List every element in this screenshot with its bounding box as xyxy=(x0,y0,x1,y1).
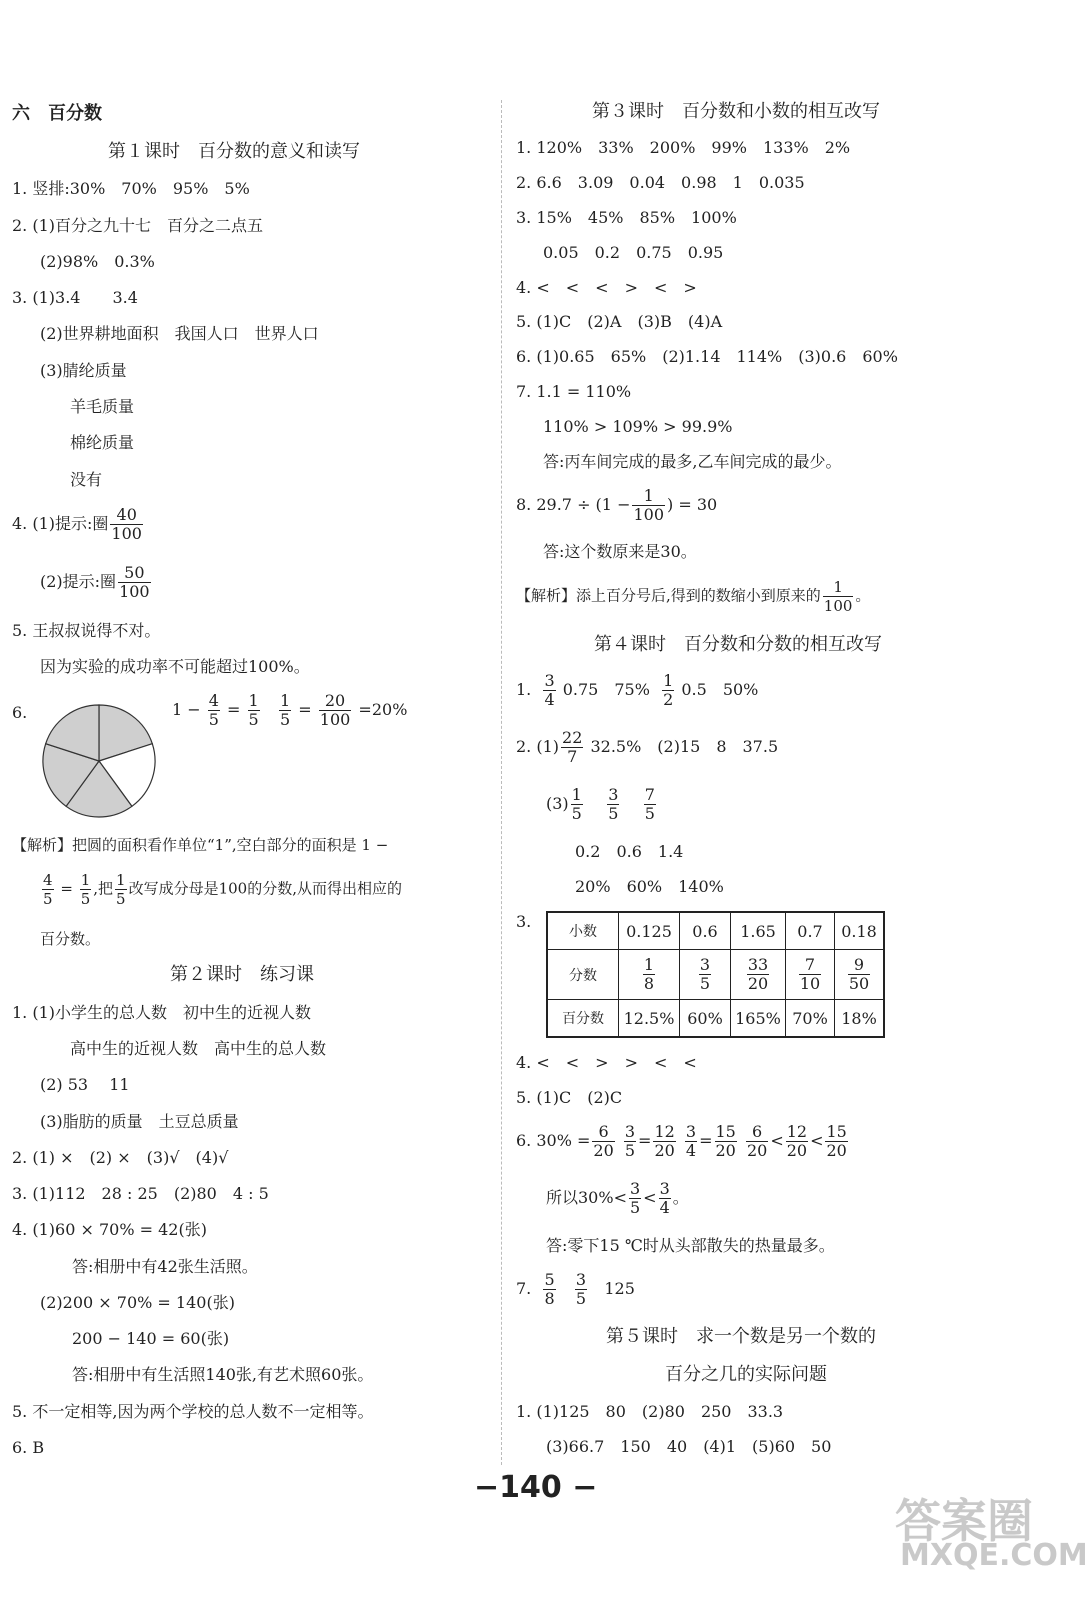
label: (3) xyxy=(546,794,569,813)
denominator: 5 xyxy=(80,890,91,908)
denominator: 20 xyxy=(747,974,769,993)
l1-q5b: 因为实验的成功率不可能超过100%。 xyxy=(40,657,310,676)
numerator: 1 xyxy=(280,691,291,710)
l3-q5: 5. (1)C (2)A (3)B (4)A xyxy=(516,312,723,331)
fraction xyxy=(571,786,583,823)
l4-q6b xyxy=(546,1180,689,1217)
text: 6. 30% = xyxy=(516,1131,591,1150)
l4-q4: 4. < < > > < < xyxy=(516,1053,697,1072)
text: 0.5 50% xyxy=(681,680,759,699)
fraction xyxy=(118,564,151,601)
denominator: 5 xyxy=(624,1141,636,1160)
numerator: 7 xyxy=(799,956,821,975)
fraction xyxy=(319,692,352,729)
l2-q5: 5. 不一定相等,因为两个学校的总人数不一定相等。 xyxy=(12,1402,374,1421)
l3-q4: 4. < < < > < > xyxy=(516,278,697,297)
table-cell: 18% xyxy=(835,1000,885,1038)
numerator: 40 xyxy=(110,506,143,525)
denominator: 5 xyxy=(575,1289,587,1308)
fraction xyxy=(80,871,92,908)
table-cell xyxy=(731,950,786,1000)
fraction xyxy=(208,692,220,729)
numerator: 3 xyxy=(659,1179,670,1198)
denominator: 5 xyxy=(116,890,126,908)
table-cell xyxy=(835,950,885,1000)
table-cell: 1.65 xyxy=(731,912,786,950)
l2-q1c: (2) 53 11 xyxy=(40,1075,130,1094)
l2-q4c: (2)200 × 70% = 140(张) xyxy=(40,1293,235,1312)
fraction xyxy=(685,1123,697,1160)
l1-q3c: (3)腈纶质量 xyxy=(40,361,127,380)
l5-q1b: (3)66.7 150 40 (4)1 (5)60 50 xyxy=(546,1437,832,1456)
l1-q4a xyxy=(12,506,145,543)
l2-q1b: 高中生的近视人数 高中生的总人数 xyxy=(70,1039,327,1058)
denominator: 7 xyxy=(567,747,578,766)
text: ,把 xyxy=(93,879,114,898)
numerator: 3 xyxy=(608,785,619,804)
numerator: 9 xyxy=(848,956,870,975)
text: = xyxy=(60,879,73,898)
table-cell: 0.125 xyxy=(619,912,680,950)
denominator: 5 xyxy=(629,1198,641,1217)
numerator: 7 xyxy=(644,785,655,804)
fraction xyxy=(799,956,821,993)
l3-q7b: 110% > 109% > 99.9% xyxy=(543,417,733,436)
l2-q4e: 答:相册中有生活照140张,有艺术照60张。 xyxy=(72,1365,374,1384)
numerator: 1 xyxy=(823,578,854,597)
l2-q2: 2. (1) × (2) × (3)√ (4)√ xyxy=(12,1148,229,1167)
l1-analysis-3: 百分数。 xyxy=(40,930,101,948)
denominator: 2 xyxy=(663,690,674,709)
denominator: 4 xyxy=(659,1198,670,1217)
l3-q8c: 答:这个数原来是30。 xyxy=(543,542,697,561)
text: 改写成分母是100的分数,从而得出相应的 xyxy=(128,879,402,898)
fraction xyxy=(629,1180,641,1217)
l2-q4d: 200 − 140 = 60(张) xyxy=(72,1329,230,1348)
denominator: 20 xyxy=(715,1141,736,1160)
numerator: 1 xyxy=(643,955,655,974)
text: = xyxy=(699,1131,713,1150)
fraction xyxy=(110,506,143,543)
denominator: 20 xyxy=(786,1141,808,1160)
fraction xyxy=(715,1123,737,1160)
table-cell xyxy=(786,950,835,1000)
l1-q2a: 2. (1)百分之九十七 百分之二点五 xyxy=(12,216,264,235)
numerator: 6 xyxy=(746,1123,768,1142)
l4-q7 xyxy=(516,1271,635,1308)
table-cell: 0.18 xyxy=(835,912,885,950)
numerator: 3 xyxy=(544,671,555,690)
l2-q3: 3. (1)112 28 : 25 (2)80 4 : 5 xyxy=(12,1184,269,1203)
text: 1 − xyxy=(172,700,201,719)
fraction xyxy=(848,956,870,993)
l4-q6 xyxy=(516,1123,850,1160)
l3-q3a: 3. 15% 45% 85% 100% xyxy=(516,208,737,227)
fraction xyxy=(653,1123,675,1160)
text: < xyxy=(770,1131,784,1150)
l1-analysis-2 xyxy=(40,871,402,908)
l3-q8 xyxy=(516,487,717,524)
numerator: 3 xyxy=(629,1179,641,1198)
l5-q1a: 1. (1)125 80 (2)80 250 33.3 xyxy=(516,1402,784,1421)
fraction xyxy=(746,1123,768,1160)
denominator: 100 xyxy=(633,505,665,524)
text: < xyxy=(810,1131,824,1150)
fraction xyxy=(823,578,854,615)
fraction xyxy=(786,1123,808,1160)
l1-q3d: 羊毛质量 xyxy=(70,397,135,416)
pie-figure xyxy=(41,703,157,819)
denominator: 8 xyxy=(643,974,655,993)
numerator: 12 xyxy=(786,1122,808,1141)
denominator: 100 xyxy=(111,524,142,543)
numerator: 6 xyxy=(592,1123,614,1142)
table-cell: 12.5% xyxy=(619,1000,680,1038)
table-cell: 0.7 xyxy=(786,912,835,950)
lesson5-title-2: 百分之几的实际问题 xyxy=(665,1364,827,1385)
l3-q7a: 7. 1.1 = 110% xyxy=(516,382,632,401)
denominator: 5 xyxy=(208,710,219,729)
label: 1. xyxy=(516,680,532,699)
table-row xyxy=(547,1000,884,1038)
numerator: 1 xyxy=(632,487,665,506)
l1-analysis-1: 【解析】把圆的面积看作单位“1”,空白部分的面积是 1 − xyxy=(12,836,389,854)
l3-q3b: 0.05 0.2 0.75 0.95 xyxy=(543,243,724,262)
l2-q6: 6. B xyxy=(12,1438,45,1457)
table-cell: 百分数 xyxy=(547,1000,619,1038)
numerator: 3 xyxy=(575,1270,587,1289)
l1-q3a: 3. (1)3.4 3.4 xyxy=(12,288,138,307)
numerator: 1 xyxy=(663,671,674,690)
denominator: 20 xyxy=(593,1141,614,1160)
numerator: 12 xyxy=(654,1122,675,1141)
text: = xyxy=(298,700,312,719)
denominator: 4 xyxy=(544,690,555,709)
l1-q3e: 棉纶质量 xyxy=(70,433,135,452)
l4-q2d: 20% 60% 140% xyxy=(575,877,724,896)
q4a-prefix: 4. (1)提示:圈 xyxy=(12,514,109,533)
q4b-prefix: (2)提示:圈 xyxy=(40,572,117,591)
fraction xyxy=(659,1180,671,1217)
fraction xyxy=(643,956,655,993)
text: 所以30%< xyxy=(546,1188,627,1207)
l2-q1a: 1. (1)小学生的总人数 初中生的近视人数 xyxy=(12,1003,312,1022)
fraction xyxy=(42,871,54,908)
denominator: 5 xyxy=(571,804,582,823)
l4-q2b xyxy=(546,786,658,823)
fraction xyxy=(115,871,127,908)
table-row xyxy=(547,950,884,1000)
l3-q2: 2. 6.6 3.09 0.04 0.98 1 0.035 xyxy=(516,173,805,192)
denominator: 100 xyxy=(119,582,150,601)
numerator: 1 xyxy=(248,691,259,710)
lesson3-title: 第３课时 百分数和小数的相互改写 xyxy=(592,101,880,122)
denominator: 5 xyxy=(608,804,619,823)
l1-q6-label: 6. xyxy=(12,703,28,722)
denominator: 50 xyxy=(848,974,870,993)
text: 32.5% (2)15 8 37.5 xyxy=(590,737,779,756)
lesson1-title: 第１课时 百分数的意义和读写 xyxy=(108,141,360,162)
table-cell: 60% xyxy=(680,1000,731,1038)
lesson2-title: 第２课时 练习课 xyxy=(170,964,314,985)
fraction xyxy=(575,1271,587,1308)
table-cell: 0.6 xyxy=(680,912,731,950)
denominator: 5 xyxy=(248,710,259,729)
fraction xyxy=(644,786,656,823)
text: 125 xyxy=(604,1279,635,1298)
numerator: 15 xyxy=(715,1122,736,1141)
table-cell: 小数 xyxy=(547,912,619,950)
text: < xyxy=(643,1188,657,1207)
numerator: 3 xyxy=(699,955,711,974)
fraction xyxy=(592,1123,614,1160)
l2-q4a: 4. (1)60 × 70% = 42(张) xyxy=(12,1220,207,1239)
fraction xyxy=(699,956,711,993)
l3-analysis xyxy=(516,578,870,615)
numerator: 15 xyxy=(826,1122,847,1141)
table-cell: 分数 xyxy=(547,950,619,1000)
denominator: 20 xyxy=(654,1141,675,1160)
denominator: 100 xyxy=(319,710,351,729)
conversion-table xyxy=(546,911,885,1038)
numerator: 22 xyxy=(562,728,583,747)
text: 。 xyxy=(672,1188,689,1207)
l4-q2a xyxy=(516,729,778,766)
label: 2. (1) xyxy=(516,737,560,756)
fraction xyxy=(279,692,291,729)
l2-q1d: (3)脂肪的质量 土豆总质量 xyxy=(40,1112,239,1131)
fraction xyxy=(543,1271,555,1308)
denominator: 10 xyxy=(799,974,821,993)
text: ) = 30 xyxy=(667,495,718,514)
numerator: 1 xyxy=(571,785,582,804)
section-title: 六 百分数 xyxy=(12,103,102,124)
l1-q5a: 5. 王叔叔说得不对。 xyxy=(12,621,161,640)
denominator: 100 xyxy=(823,597,853,615)
numerator: 1 xyxy=(80,871,91,889)
label: 7. xyxy=(516,1279,532,1298)
denominator: 20 xyxy=(826,1141,847,1160)
denominator: 5 xyxy=(644,804,655,823)
text: 。 xyxy=(855,586,871,605)
text: = xyxy=(227,700,241,719)
watermark-logo: 答案圈 xyxy=(895,1494,1033,1548)
fraction xyxy=(561,729,583,766)
fraction xyxy=(248,692,260,729)
l3-q6: 6. (1)0.65 65% (2)1.14 114% (3)0.6 60% xyxy=(516,347,898,366)
denominator: 5 xyxy=(280,710,291,729)
table-row xyxy=(547,912,884,950)
l4-q5: 5. (1)C (2)C xyxy=(516,1088,623,1107)
l1-q2b: (2)98% 0.3% xyxy=(40,252,155,271)
l3-q1: 1. 120% 33% 200% 99% 133% 2% xyxy=(516,138,851,157)
l2-q4b: 答:相册中有42张生活照。 xyxy=(72,1257,258,1276)
l1-q3f: 没有 xyxy=(70,470,103,489)
denominator: 20 xyxy=(746,1141,768,1160)
l4-q6c: 答:零下15 ℃时从头部散失的热量最多。 xyxy=(546,1236,835,1255)
text: 0.75 75% xyxy=(562,680,650,699)
numerator: 4 xyxy=(208,691,219,710)
numerator: 5 xyxy=(544,1270,555,1289)
table-cell xyxy=(680,950,731,1000)
fraction xyxy=(662,672,674,709)
table-cell: 70% xyxy=(786,1000,835,1038)
fraction xyxy=(543,672,555,709)
text: = xyxy=(638,1131,652,1150)
text: 8. 29.7 ÷ (1 − xyxy=(516,495,631,514)
numerator: 1 xyxy=(116,871,126,889)
fraction xyxy=(607,786,619,823)
lesson4-title: 第４课时 百分数和分数的相互改写 xyxy=(594,634,882,655)
fraction xyxy=(624,1123,636,1160)
fraction xyxy=(747,956,769,993)
table-cell: 165% xyxy=(731,1000,786,1038)
denominator: 5 xyxy=(43,890,53,908)
denominator: 5 xyxy=(699,974,711,993)
table-cell xyxy=(619,950,680,1000)
numerator: 3 xyxy=(685,1122,697,1141)
lesson5-title-1: 第５课时 求一个数是另一个数的 xyxy=(606,1326,876,1347)
l3-q7c: 答:丙车间完成的最多,乙车间完成的最少。 xyxy=(543,452,842,471)
denominator: 8 xyxy=(544,1289,555,1308)
l4-q2c: 0.2 0.6 1.4 xyxy=(575,842,684,861)
text: 【解析】添上百分号后,得到的数缩小到原来的 xyxy=(516,586,821,605)
numerator: 33 xyxy=(747,955,769,974)
numerator: 4 xyxy=(43,871,53,889)
fraction xyxy=(632,487,665,524)
l1-q3b: (2)世界耕地面积 我国人口 世界人口 xyxy=(40,324,319,343)
text: =20% xyxy=(358,700,408,719)
fraction xyxy=(825,1123,847,1160)
numerator: 50 xyxy=(118,564,151,583)
l4-q1 xyxy=(516,672,758,709)
denominator: 4 xyxy=(685,1141,697,1160)
numerator: 3 xyxy=(624,1122,636,1141)
watermark-url: MXQE.COM xyxy=(900,1538,1088,1573)
numerator: 20 xyxy=(319,692,352,711)
column-divider xyxy=(501,100,502,1465)
l1-q4b xyxy=(40,564,153,601)
page-number: −140 − xyxy=(474,1470,598,1505)
l1-q1: 1. 竖排:30% 70% 95% 5% xyxy=(12,179,250,198)
l4-q3-label: 3. xyxy=(516,912,532,931)
l1-q6-eq xyxy=(172,692,407,729)
